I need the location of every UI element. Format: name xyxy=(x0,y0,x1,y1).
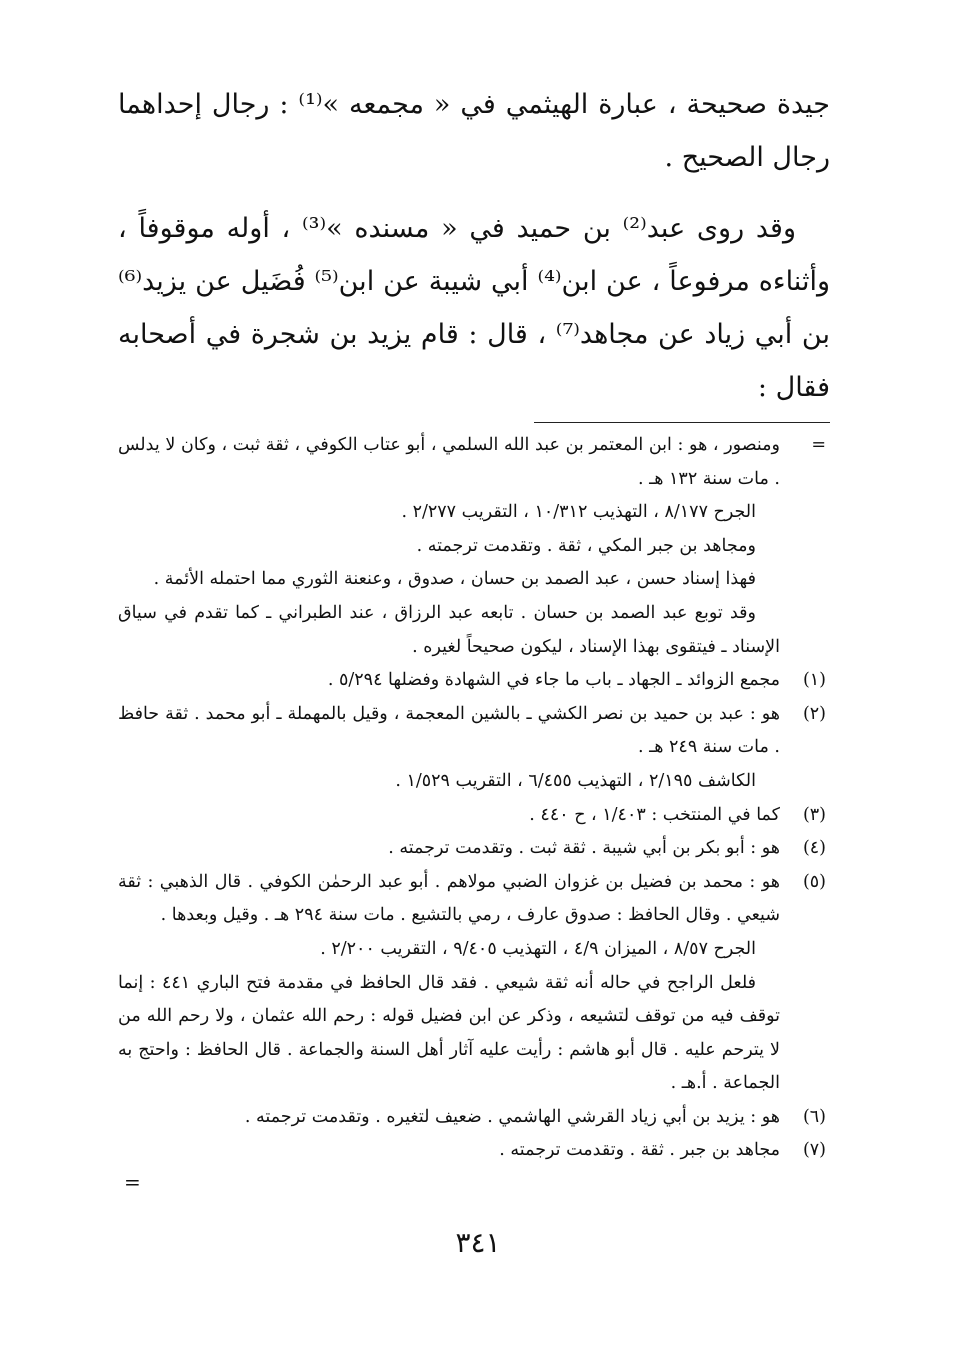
footnote-6 xyxy=(118,1101,830,1135)
footnote-number: (٧) xyxy=(802,1140,826,1161)
footnote-1 xyxy=(118,664,830,698)
main-text xyxy=(118,78,830,414)
continued-mark: = xyxy=(124,1170,141,1194)
footnote-number: (١) xyxy=(802,670,826,691)
footnote-text: مجاهد بن جبر . ثقة . وتقدمت ترجمته . xyxy=(499,1140,780,1161)
footnote-4 xyxy=(118,832,830,866)
footnote-number: (٥) xyxy=(802,871,826,892)
continuation-refs: الجرح ٨/١٧٧ ، التهذيب ١٠/٣١٢ ، التقريب ٢/٢٧٧ . xyxy=(401,502,756,523)
footnote-continuation xyxy=(118,429,830,496)
footnote-text: كما في المنتخب : ١/٤٠٣ ، ح ٤٤٠ . xyxy=(529,804,780,825)
continuation-mujahid: ومجاهد بن جبر المكي ، ثقة . وتقدمت ترجمته . xyxy=(416,535,756,556)
continuation-isnad: فهذا إسناد حسن ، عبد الصمد بن حسان ، صدوق ، وعنعنة الثوري مما احتمله الأئمة . xyxy=(153,569,756,590)
footnote-number: (٢) xyxy=(802,703,826,724)
footnote-5 xyxy=(118,866,830,933)
footnote-text: هو : يزيد بن أبي زياد القرشي الهاشمي . ضعيف لتغيره . وتقدمت ترجمته . xyxy=(244,1106,780,1127)
footnote-2 xyxy=(118,698,830,765)
footnote-7 xyxy=(118,1134,830,1168)
footnote-number: (٣) xyxy=(802,804,826,825)
footnote-2-refs: الكاشف ٢/١٩٥ ، التهذيب ٦/٤٥٥ ، التقريب ١/٥٢٩ . xyxy=(395,770,756,791)
continuation-mutaba: وقد توبع عبد الصمد بن حسان . تابعه عبد الرزاق ، عند الطبراني ـ كما تقدم في سياق الإسناد ـ فيتقوى بهذا الإسناد ، ليكون صحيحاً لغيره . xyxy=(118,602,780,657)
continuation-text: ومنصور ، هو : ابن المعتمر بن عبد الله السلمي ، أبو عتاب الكوفي ، ثقة ثبت ، وكان لا يدلس . مات سنة ١٣٢ هـ . xyxy=(118,435,780,489)
footnote-text: هو : عبد بن حميد بن نصر الكشي ـ بالشين المعجمة ، وقيل بالمهملة ـ أبو محمد . ثقة حافظ . مات سنة ٢٤٩ هـ . xyxy=(118,703,780,758)
page-number: ٣٤١ xyxy=(455,1226,501,1259)
continuation-mark: = xyxy=(811,435,826,455)
footnote-separator xyxy=(534,422,830,423)
footnote-5-refs: الجرح ٨/٥٧ ، الميزان ٤/٩ ، التهذيب ٩/٤٠٥ ، التقريب ٢/٢٠٠ . xyxy=(320,938,756,959)
footnote-text: هو : محمد بن فضيل بن غزوان الضبي مولاهم . أبو عبد الرحمٰن الكوفي . قال الذهبي : ثقة شيعي . وقال الحافظ : صدوق عارف ، رمي بالتشيع . مات سنة ٢٩٤ هـ . وقيل وبعدها . xyxy=(118,871,780,926)
footnote-text: مجمع الزوائد ـ الجهاد ـ باب ما جاء في الشهادة وفضلها ٥/٢٩٤ . xyxy=(327,670,780,691)
footnote-number: (٦) xyxy=(802,1106,826,1127)
paragraph-2: وقد روى عبد⁽²⁾ بن حميد في « مسنده »⁽³⁾ ، أوله موقوفاً ، وأثناءه مرفوعاً ، عن ابن⁽⁴⁾ أبي شيبة عن ابن⁽⁵⁾ فُضَيل عن يزيد⁽⁶⁾ بن أبي زياد عن مجاهد⁽⁷⁾ ، قال : قام يزيد بن شجرة في أصحابه فقال : xyxy=(118,213,830,403)
paragraph-1: جيدة صحيحة ، عبارة الهيثمي في « مجمعه »⁽¹⁾ : رجال إحداهما رجال الصحيح . xyxy=(118,89,830,173)
footnotes xyxy=(118,429,830,1168)
footnote-number: (٤) xyxy=(802,838,826,859)
page-body xyxy=(118,78,830,1168)
footnote-text: هو : أبو بكر بن أبي شيبة . ثقة ثبت . وتقدمت ترجمته . xyxy=(388,838,780,859)
footnote-3 xyxy=(118,799,830,833)
footnote-5-comment: فلعل الراجح في حاله أنه ثقة شيعي . فقد قال الحافظ في مقدمة فتح الباري ٤٤١ : إنما توقف فيه من توقف لتشيعه ، وذكر عن ابن فضيل قوله : رحم الله عثمان ، ولا رحم الله من لا يترحم عليه . قال أبو هاشم : رأيت عليه آثار أهل السنة والجماعة . قال الحافظ : واحتج به الجماعة . أ.هـ . xyxy=(118,972,780,1094)
